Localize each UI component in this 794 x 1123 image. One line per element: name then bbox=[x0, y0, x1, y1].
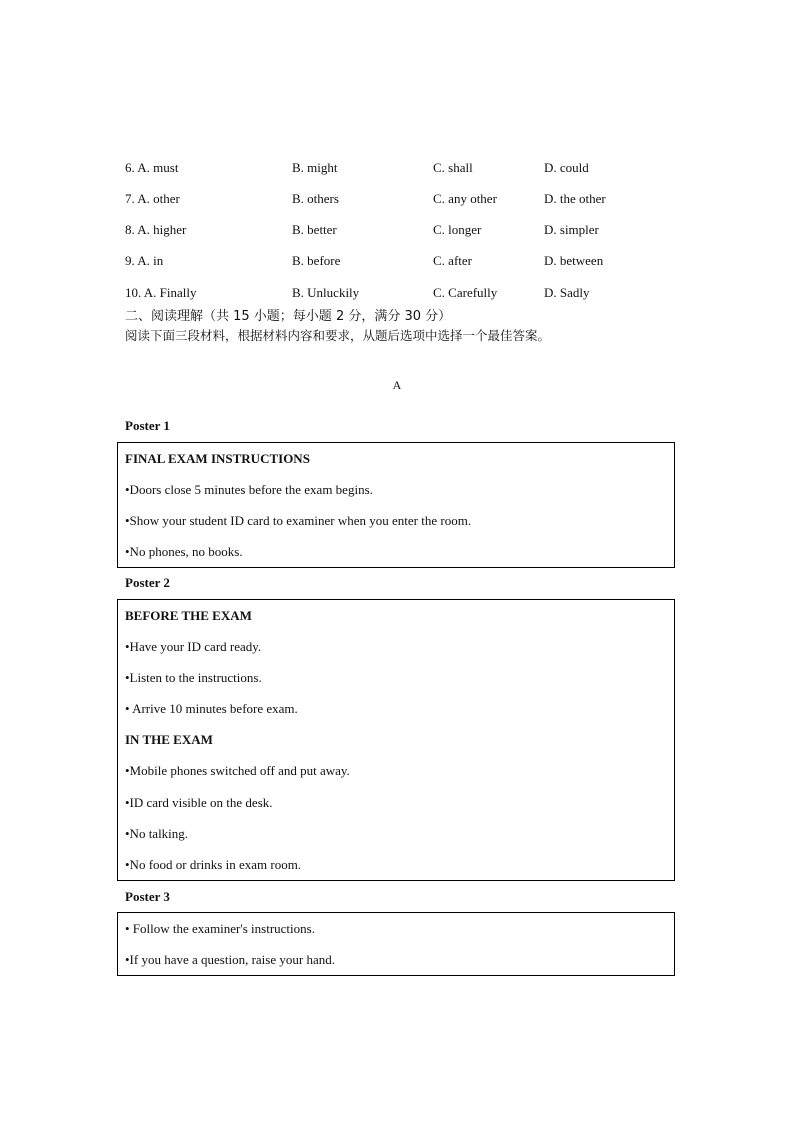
poster-2-item: • Arrive 10 minutes before exam. bbox=[125, 701, 298, 716]
poster-2-item: •Have your ID card ready. bbox=[125, 639, 262, 654]
option-b: B. before bbox=[292, 253, 341, 268]
poster-2-heading-in: IN THE EXAM bbox=[125, 732, 213, 747]
passage-label: A bbox=[392, 378, 402, 392]
poster-1-box bbox=[117, 442, 675, 568]
poster-1-item: •No phones, no books. bbox=[125, 544, 243, 559]
option-b: B. others bbox=[292, 191, 339, 206]
poster-2-item: •No food or drinks in exam room. bbox=[125, 857, 302, 872]
poster-3-item: • Follow the examiner's instructions. bbox=[125, 921, 315, 936]
option-a: 8. A. higher bbox=[125, 222, 187, 237]
option-a: 10. A. Finally bbox=[125, 285, 197, 300]
poster-1-label: Poster 1 bbox=[125, 418, 170, 433]
poster-2-item: •ID card visible on the desk. bbox=[125, 795, 273, 810]
poster-1-item: •Doors close 5 minutes before the exam begins. bbox=[125, 482, 373, 497]
option-d: D. between bbox=[544, 253, 604, 268]
option-c: C. any other bbox=[433, 191, 497, 206]
option-b: B. better bbox=[292, 222, 337, 237]
option-d: D. simpler bbox=[544, 222, 599, 237]
option-c: C. shall bbox=[433, 160, 473, 175]
option-c: C. longer bbox=[433, 222, 482, 237]
poster-2-item: •No talking. bbox=[125, 826, 189, 841]
poster-3-box bbox=[117, 912, 675, 976]
option-b: B. might bbox=[292, 160, 338, 175]
option-a: 6. A. must bbox=[125, 160, 179, 175]
option-b: B. Unluckily bbox=[292, 285, 360, 300]
option-a: 9. A. in bbox=[125, 253, 164, 268]
poster-3-label: Poster 3 bbox=[125, 889, 170, 904]
option-c: C. Carefully bbox=[433, 285, 498, 300]
poster-3-item: •If you have a question, raise your hand. bbox=[125, 952, 335, 967]
option-d: D. could bbox=[544, 160, 589, 175]
poster-2-box bbox=[117, 599, 675, 881]
poster-1-item: •Show your student ID card to examiner when you enter the room. bbox=[125, 513, 472, 528]
section-instruction: 阅读下面三段材料，根据材料内容和要求，从题后选项中选择一个最佳答案。 bbox=[125, 328, 551, 343]
poster-2-heading-before: BEFORE THE EXAM bbox=[125, 608, 252, 623]
option-d: D. the other bbox=[544, 191, 606, 206]
poster-2-item: •Listen to the instructions. bbox=[125, 670, 262, 685]
section-title: 二、阅读理解（共 15 小题；每小题 2 分，满分 30 分） bbox=[125, 309, 452, 324]
option-d: D. Sadly bbox=[544, 285, 590, 300]
poster-1-heading: FINAL EXAM INSTRUCTIONS bbox=[125, 451, 310, 466]
option-c: C. after bbox=[433, 253, 472, 268]
poster-2-item: •Mobile phones switched off and put away. bbox=[125, 763, 350, 778]
poster-2-label: Poster 2 bbox=[125, 575, 170, 590]
option-a: 7. A. other bbox=[125, 191, 180, 206]
